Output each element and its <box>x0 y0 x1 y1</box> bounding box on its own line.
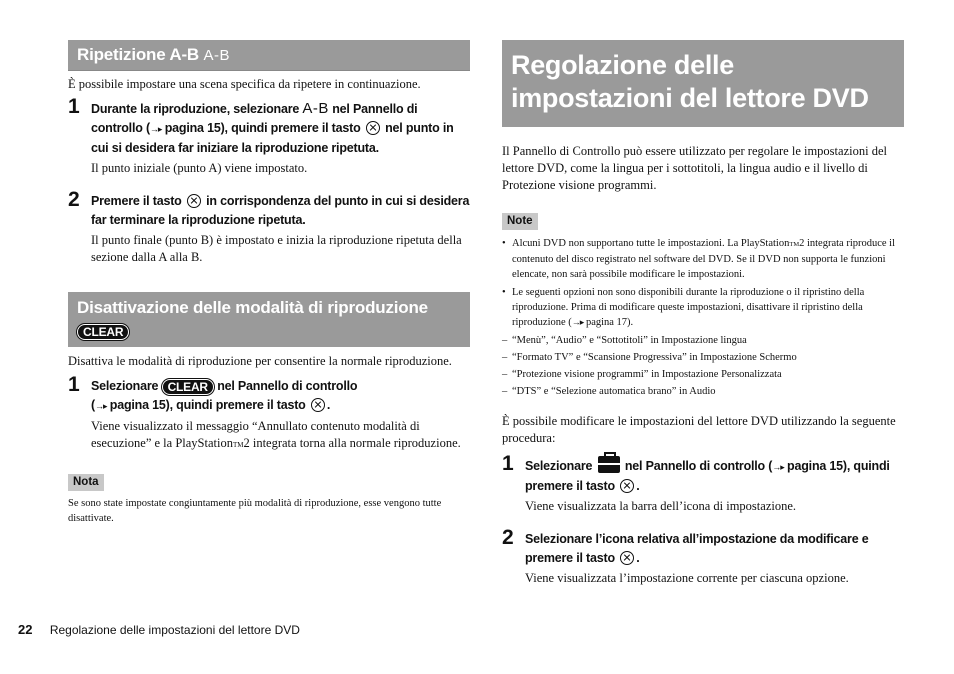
step-1 <box>68 95 470 177</box>
step-instruction: Selezionare l’icona relativa all’impostazione da modificare e premere il tasto . <box>525 532 869 565</box>
clear-icon: CLEAR <box>162 379 214 395</box>
section-heading-ab-repeat <box>68 40 470 70</box>
toolbox-icon <box>598 456 620 473</box>
section-intro: È possibile impostare una scena specifica da ripetere in continuazione. <box>68 77 421 91</box>
section-heading-text: Disattivazione delle modalità di riproduzione <box>77 298 428 317</box>
list-item: • Le seguenti opzioni non sono disponibili durante la riproduzione o il ripristino della riproduzione. Prima di modificare queste impostazioni, disattivare il ripristino della riproduzione (→▸ pagina 17). <box>502 287 865 328</box>
page-ref-arrow-icon: →▸ <box>772 462 784 472</box>
step-1 <box>68 373 470 454</box>
page-ref-arrow-icon: →▸ <box>571 317 584 327</box>
step-instruction: Durante la riproduzione, selezionare A-B nel Pannello di controllo (→▸ pagina 15), quindi premere il tasto nel punto in cui si desidera far iniziare la riproduzione ripetuta. <box>91 100 454 155</box>
note-label: Note <box>502 213 538 230</box>
step-number: 1 <box>68 373 80 396</box>
running-title: Regolazione delle impostazioni del lettore DVD <box>49 623 300 637</box>
cross-button-icon <box>366 121 380 135</box>
section-intro: Disattiva le modalità di riproduzione per consentire la normale riproduzione. <box>68 354 452 368</box>
note-label: Nota <box>68 474 104 491</box>
step-number: 2 <box>502 526 514 549</box>
note-block <box>68 472 470 526</box>
list-item: – “Menù”, “Audio” e “Sottotitoli” in Impostazione lingua <box>502 335 747 346</box>
list-item: • Alcuni DVD non supportano tutte le impostazioni. La PlayStationTM2 integrata riproduce il contenuto del disco registrato nel software del DVD. Se il DVD non supporta le funzioni elencate, non sarà possibile modificare le impostazioni. <box>502 238 896 280</box>
right-column <box>502 40 904 587</box>
cross-button-icon <box>620 551 634 565</box>
step-1 <box>502 452 904 515</box>
left-column <box>68 40 470 526</box>
ab-icon: A-B <box>302 100 329 117</box>
step-instruction: Selezionare nel Pannello di controllo (→▸ pagina 15), quindi premere il tasto . <box>525 456 904 496</box>
page-ref-arrow-icon: →▸ <box>94 401 107 411</box>
step-2 <box>68 188 470 266</box>
list-item: – “Protezione visione programmi” in Impostazione Personalizzata <box>502 369 782 380</box>
clear-icon: CLEAR <box>77 324 129 340</box>
step-result: Viene visualizzata la barra dell’icona di impostazione. <box>525 499 797 513</box>
list-item: – “Formato TV” e “Scansione Progressiva” in Impostazione Schermo <box>502 352 797 363</box>
step-instruction: Premere il tasto in corrispondenza del punto in cui si desidera far terminare la riproduzione ripetuta. <box>91 194 470 227</box>
cross-button-icon <box>311 398 325 412</box>
page-footer <box>18 622 300 637</box>
cross-button-icon <box>620 479 634 493</box>
step-result: Viene visualizzata l’impostazione corrente per ciascuna opzione. <box>525 571 849 585</box>
step-instruction: Selezionare CLEAR nel Pannello di controllo (→▸ pagina 15), quindi premere il tasto . <box>91 379 358 412</box>
step-2 <box>502 526 904 587</box>
note-text: Se sono state impostate congiuntamente più modalità di riproduzione, esse vengono tutte disattivate. <box>68 498 442 524</box>
section-intro: Il Pannello di Controllo può essere utilizzato per regolare le impostazioni del lettore DVD, come la lingua per i sottotitoli, la lingua audio e il livello di Protezione visione programmi. <box>502 144 887 192</box>
step-number: 1 <box>502 452 514 475</box>
divider <box>68 70 470 71</box>
step-result: Viene visualizzato il messaggio “Annullato contenuto modalità di esecuzione” e la PlayStationTM2 integrata torna alla normale riproduzione. <box>91 419 461 450</box>
step-result: Il punto iniziale (punto A) viene impostato. <box>91 161 308 175</box>
step-result: Il punto finale (punto B) è impostato e inizia la riproduzione ripetuta della sezione dalla A alla B. <box>91 233 462 264</box>
page-ref-arrow-icon: →▸ <box>149 124 162 134</box>
page-number: 22 <box>18 622 33 637</box>
page-title: Regolazione delle impostazioni del lettore DVD <box>502 40 904 127</box>
list-item: – “DTS” e “Selezione automatica brano” in Audio <box>502 386 716 397</box>
procedure-intro: È possibile modificare le impostazioni del lettore DVD utilizzando la seguente procedura: <box>502 414 896 445</box>
section-heading-clear-modes <box>68 292 470 347</box>
cross-button-icon <box>187 194 201 208</box>
note-list <box>502 236 904 399</box>
ab-icon: A-B <box>203 47 231 64</box>
note-block <box>502 211 904 399</box>
section-heading-text: Ripetizione A-B <box>77 45 199 64</box>
step-number: 2 <box>68 188 80 211</box>
step-number: 1 <box>68 95 80 118</box>
